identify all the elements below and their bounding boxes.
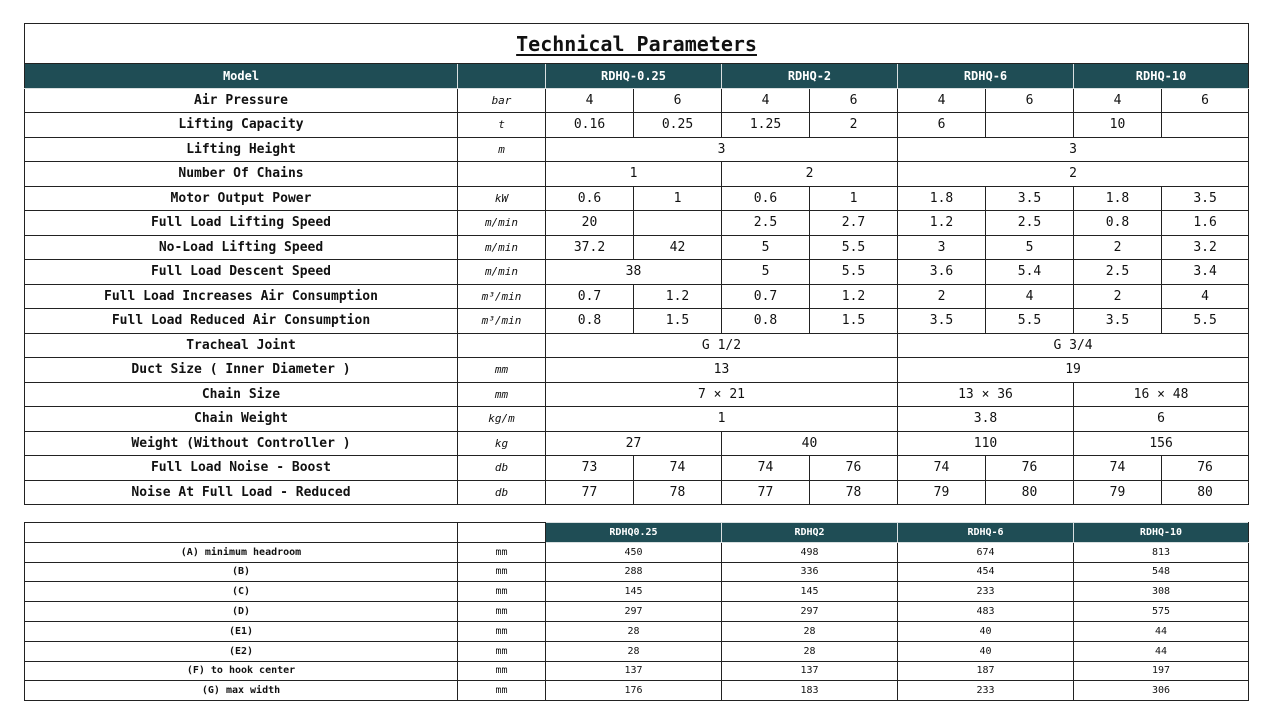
dims-value: 176 (546, 681, 722, 701)
param-unit: bar (458, 88, 546, 113)
param-row (25, 456, 1249, 481)
param-value: 1.2 (810, 284, 898, 309)
dims-value: 233 (898, 582, 1074, 602)
param-value: 80 (986, 480, 1074, 505)
param-value: 3.5 (1074, 309, 1162, 334)
param-row (25, 260, 1249, 285)
param-value: 79 (1074, 480, 1162, 505)
param-value: 77 (546, 480, 634, 505)
param-value: 2 (1074, 284, 1162, 309)
param-value: 42 (634, 235, 722, 260)
dims-value: 233 (898, 681, 1074, 701)
dims-value: 575 (1074, 602, 1249, 622)
param-value: 1.8 (898, 186, 986, 211)
param-value: 2 (898, 284, 986, 309)
param-label: Full Load Descent Speed (25, 260, 458, 285)
model-header-row (25, 64, 1249, 89)
dims-model-header: RDHQ2 (722, 523, 898, 543)
model-header: RDHQ-0.25 (546, 64, 722, 89)
dims-value: 145 (722, 582, 898, 602)
param-label: Motor Output Power (25, 186, 458, 211)
dims-unit: mm (458, 542, 546, 562)
dims-unit: mm (458, 562, 546, 582)
param-label: Air Pressure (25, 88, 458, 113)
param-value: 0.8 (722, 309, 810, 334)
dims-header-row (25, 523, 1249, 543)
param-value: 1.8 (1074, 186, 1162, 211)
param-label: Lifting Height (25, 137, 458, 162)
param-unit: db (458, 456, 546, 481)
param-row (25, 186, 1249, 211)
dims-label: (F) to hook center (25, 661, 458, 681)
param-row (25, 407, 1249, 432)
param-label: Chain Size (25, 382, 458, 407)
dims-label: (D) (25, 602, 458, 622)
param-value: 4 (898, 88, 986, 113)
param-value: 13 (546, 358, 898, 383)
dims-label: (E2) (25, 641, 458, 661)
param-value: 74 (722, 456, 810, 481)
param-value: 2 (1074, 235, 1162, 260)
param-value: 76 (1162, 456, 1249, 481)
param-value: 5 (722, 260, 810, 285)
param-value (634, 211, 722, 236)
param-row (25, 137, 1249, 162)
param-unit: db (458, 480, 546, 505)
param-unit: m (458, 137, 546, 162)
dims-row (25, 661, 1249, 681)
param-unit: m/min (458, 235, 546, 260)
unit-header (458, 64, 546, 89)
dims-value: 197 (1074, 661, 1249, 681)
param-value: 6 (1162, 88, 1249, 113)
param-value: 2.5 (986, 211, 1074, 236)
param-value: 6 (986, 88, 1074, 113)
dims-label: (G) max width (25, 681, 458, 701)
param-label: Noise At Full Load - Reduced (25, 480, 458, 505)
param-unit: t (458, 113, 546, 138)
param-value: 3.5 (898, 309, 986, 334)
dims-header-blank (458, 523, 546, 543)
param-value: 6 (898, 113, 986, 138)
param-unit: m³/min (458, 309, 546, 334)
param-value: 2 (898, 162, 1249, 187)
param-row (25, 358, 1249, 383)
dimensions-table (24, 522, 1249, 701)
param-label: Tracheal Joint (25, 333, 458, 358)
param-value: 73 (546, 456, 634, 481)
param-unit: mm (458, 358, 546, 383)
param-unit: m/min (458, 211, 546, 236)
model-header-label: Model (25, 64, 458, 89)
param-value: 6 (1074, 407, 1249, 432)
param-value: 5.5 (810, 260, 898, 285)
param-value: 2.5 (722, 211, 810, 236)
dims-value: 44 (1074, 621, 1249, 641)
param-value: 27 (546, 431, 722, 456)
param-row (25, 113, 1249, 138)
param-value: 19 (898, 358, 1249, 383)
dims-value: 44 (1074, 641, 1249, 661)
dims-unit: mm (458, 602, 546, 622)
dims-value: 28 (546, 621, 722, 641)
model-header: RDHQ-10 (1074, 64, 1249, 89)
param-value: 5 (722, 235, 810, 260)
dims-unit: mm (458, 582, 546, 602)
dims-unit: mm (458, 681, 546, 701)
page-title: Technical Parameters (25, 24, 1249, 64)
param-value: 2.5 (1074, 260, 1162, 285)
param-value: 74 (898, 456, 986, 481)
dims-model-header: RDHQ0.25 (546, 523, 722, 543)
dims-value: 28 (722, 641, 898, 661)
dims-value: 297 (722, 602, 898, 622)
param-unit: kg/m (458, 407, 546, 432)
param-row (25, 211, 1249, 236)
param-value: 80 (1162, 480, 1249, 505)
param-unit: mm (458, 382, 546, 407)
param-row (25, 382, 1249, 407)
param-unit: m/min (458, 260, 546, 285)
param-unit: kW (458, 186, 546, 211)
param-value: 7 × 21 (546, 382, 898, 407)
param-value: 3.2 (1162, 235, 1249, 260)
dims-label: (C) (25, 582, 458, 602)
dims-model-header: RDHQ-6 (898, 523, 1074, 543)
param-value: 0.7 (722, 284, 810, 309)
dims-row (25, 542, 1249, 562)
param-value: 0.8 (546, 309, 634, 334)
dims-value: 40 (898, 621, 1074, 641)
param-value: 2 (722, 162, 898, 187)
technical-parameters-table (24, 23, 1249, 505)
param-value: 20 (546, 211, 634, 236)
param-value: 4 (546, 88, 634, 113)
param-value (986, 113, 1074, 138)
dims-header-blank (25, 523, 458, 543)
param-value: G 3/4 (898, 333, 1249, 358)
param-label: Full Load Lifting Speed (25, 211, 458, 236)
param-row (25, 431, 1249, 456)
param-value: 74 (1074, 456, 1162, 481)
param-value: 76 (810, 456, 898, 481)
dims-value: 483 (898, 602, 1074, 622)
dims-row (25, 621, 1249, 641)
param-value: 156 (1074, 431, 1249, 456)
dims-unit: mm (458, 661, 546, 681)
dims-value: 28 (722, 621, 898, 641)
dims-value: 288 (546, 562, 722, 582)
param-value: 4 (1074, 88, 1162, 113)
dims-value: 548 (1074, 562, 1249, 582)
param-value: 4 (1162, 284, 1249, 309)
param-value: 0.16 (546, 113, 634, 138)
param-value: 78 (634, 480, 722, 505)
param-value: 5.5 (1162, 309, 1249, 334)
param-value: 1 (634, 186, 722, 211)
param-value: 1.2 (898, 211, 986, 236)
param-value: 3.6 (898, 260, 986, 285)
dims-value: 498 (722, 542, 898, 562)
param-value: G 1/2 (546, 333, 898, 358)
dims-row (25, 641, 1249, 661)
param-label: Full Load Noise - Boost (25, 456, 458, 481)
param-row (25, 284, 1249, 309)
param-value: 1 (546, 407, 898, 432)
param-value: 6 (810, 88, 898, 113)
param-value: 3.8 (898, 407, 1074, 432)
param-value: 1 (810, 186, 898, 211)
param-unit: m³/min (458, 284, 546, 309)
param-value: 0.8 (1074, 211, 1162, 236)
param-value: 1.5 (634, 309, 722, 334)
param-label: Duct Size ( Inner Diameter ) (25, 358, 458, 383)
dims-value: 306 (1074, 681, 1249, 701)
dims-value: 308 (1074, 582, 1249, 602)
param-value: 76 (986, 456, 1074, 481)
model-header: RDHQ-2 (722, 64, 898, 89)
param-row (25, 309, 1249, 334)
param-value: 3.5 (1162, 186, 1249, 211)
dims-value: 183 (722, 681, 898, 701)
param-value: 16 × 48 (1074, 382, 1249, 407)
param-value: 0.7 (546, 284, 634, 309)
param-value (1162, 113, 1249, 138)
dims-value: 40 (898, 641, 1074, 661)
param-unit: kg (458, 431, 546, 456)
param-value: 10 (1074, 113, 1162, 138)
dims-value: 137 (722, 661, 898, 681)
param-value: 1.6 (1162, 211, 1249, 236)
param-row (25, 235, 1249, 260)
param-value: 6 (634, 88, 722, 113)
param-value: 5 (986, 235, 1074, 260)
param-value: 5.5 (986, 309, 1074, 334)
param-value: 4 (986, 284, 1074, 309)
param-label: Full Load Increases Air Consumption (25, 284, 458, 309)
dims-value: 297 (546, 602, 722, 622)
dims-value: 674 (898, 542, 1074, 562)
param-row (25, 480, 1249, 505)
param-value: 40 (722, 431, 898, 456)
dims-unit: mm (458, 621, 546, 641)
dims-value: 28 (546, 641, 722, 661)
param-value: 3 (898, 137, 1249, 162)
dims-value: 813 (1074, 542, 1249, 562)
param-unit (458, 333, 546, 358)
param-value: 1.2 (634, 284, 722, 309)
dims-value: 145 (546, 582, 722, 602)
param-label: Lifting Capacity (25, 113, 458, 138)
param-value: 4 (722, 88, 810, 113)
param-value: 1 (546, 162, 722, 187)
dims-row (25, 681, 1249, 701)
param-value: 3 (546, 137, 898, 162)
param-value: 5.4 (986, 260, 1074, 285)
param-value: 79 (898, 480, 986, 505)
param-row (25, 333, 1249, 358)
param-value: 5.5 (810, 235, 898, 260)
param-row (25, 88, 1249, 113)
dims-label: (B) (25, 562, 458, 582)
dims-value: 187 (898, 661, 1074, 681)
param-row (25, 162, 1249, 187)
param-value: 3 (898, 235, 986, 260)
dims-label: (A) minimum headroom (25, 542, 458, 562)
dims-label: (E1) (25, 621, 458, 641)
param-value: 77 (722, 480, 810, 505)
param-value: 1.5 (810, 309, 898, 334)
param-value: 37.2 (546, 235, 634, 260)
param-value: 1.25 (722, 113, 810, 138)
param-label: Full Load Reduced Air Consumption (25, 309, 458, 334)
param-value: 0.25 (634, 113, 722, 138)
param-value: 78 (810, 480, 898, 505)
param-value: 0.6 (722, 186, 810, 211)
param-value: 13 × 36 (898, 382, 1074, 407)
dims-value: 450 (546, 542, 722, 562)
param-value: 110 (898, 431, 1074, 456)
param-unit (458, 162, 546, 187)
param-label: Number Of Chains (25, 162, 458, 187)
param-value: 2.7 (810, 211, 898, 236)
dims-model-header: RDHQ-10 (1074, 523, 1249, 543)
param-label: No-Load Lifting Speed (25, 235, 458, 260)
dims-row (25, 602, 1249, 622)
param-value: 0.6 (546, 186, 634, 211)
model-header: RDHQ-6 (898, 64, 1074, 89)
param-value: 3.5 (986, 186, 1074, 211)
param-label: Chain Weight (25, 407, 458, 432)
dims-value: 454 (898, 562, 1074, 582)
dims-row (25, 582, 1249, 602)
param-value: 38 (546, 260, 722, 285)
param-value: 3.4 (1162, 260, 1249, 285)
dims-row (25, 562, 1249, 582)
param-value: 74 (634, 456, 722, 481)
param-label: Weight (Without Controller ) (25, 431, 458, 456)
dims-value: 336 (722, 562, 898, 582)
param-value: 2 (810, 113, 898, 138)
dims-value: 137 (546, 661, 722, 681)
dims-unit: mm (458, 641, 546, 661)
